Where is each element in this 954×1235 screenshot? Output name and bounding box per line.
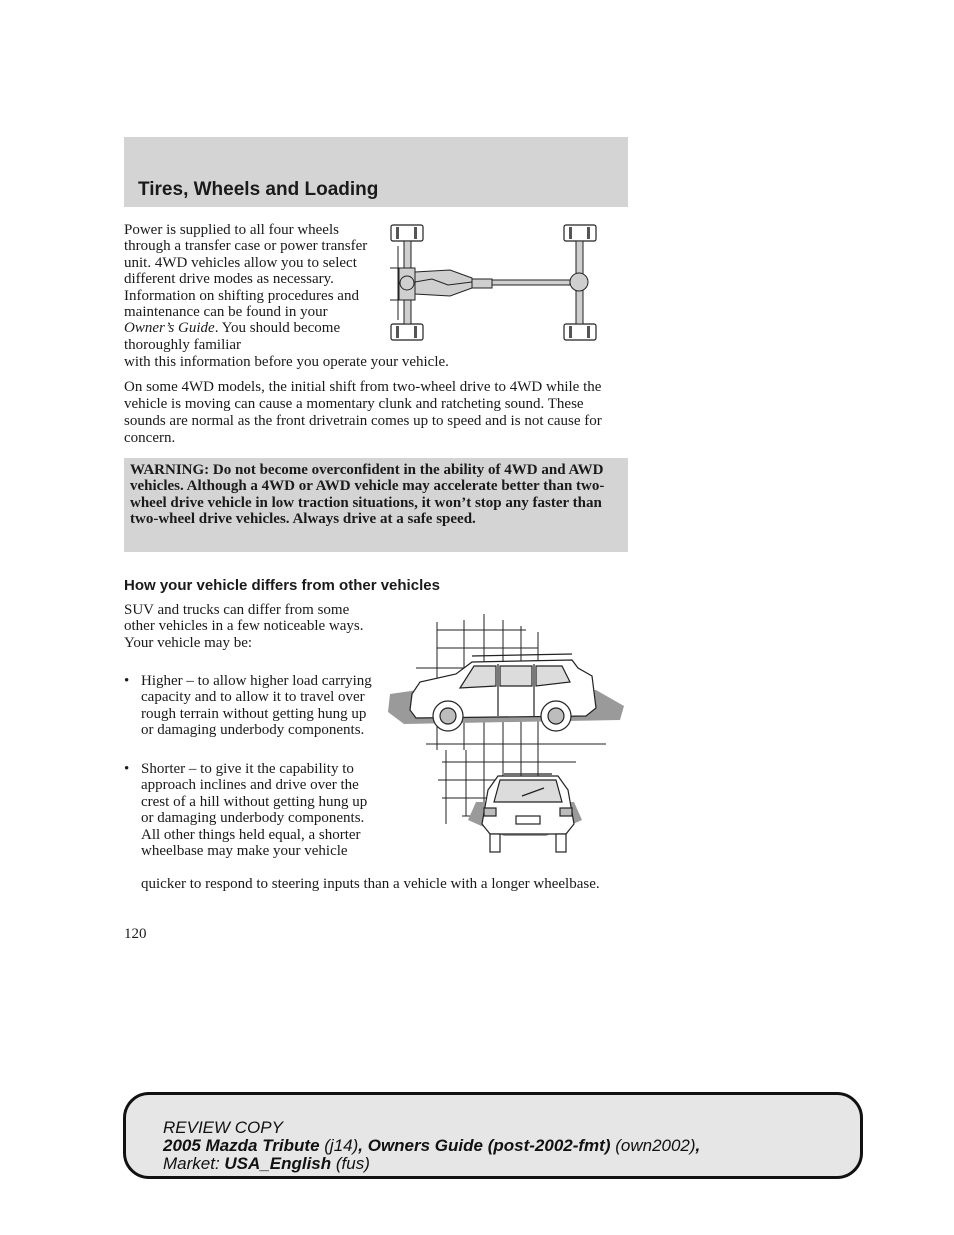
footer-text: [163, 1119, 700, 1173]
suv-rear-view: [482, 774, 574, 852]
drivetrain-illustration: [388, 222, 628, 344]
warning-box: [124, 458, 628, 552]
review-copy-label: REVIEW COPY: [163, 1118, 283, 1137]
footer-guide-code: (own2002): [615, 1136, 696, 1155]
footer-publication-line: [163, 1137, 700, 1155]
suv-grid-illustration: [386, 612, 628, 858]
rear-right-wheel: [564, 324, 596, 340]
section-title: Tires, Wheels and Loading: [138, 179, 379, 200]
intro-paragraph: [124, 222, 374, 353]
section-header-band: [124, 137, 628, 207]
driveshaft: [492, 280, 570, 285]
footer-model-code: (j14): [324, 1136, 359, 1155]
front-right-wheel: [391, 324, 423, 340]
intro-text-after: . You should become thoroughly familiar: [124, 320, 341, 353]
page-number: 120: [124, 926, 147, 942]
footer-market: USA_English: [224, 1154, 332, 1173]
warning-text: WARNING: Do not become overconfident in the ability of 4WD and AWD vehicles. Although a 4WD or AWD vehicle may accelerate better than two-wheel drive vehicle in low traction situations, it won’t stop any faster than two-wheel drive vehicles. Always drive at a safe speed.: [130, 462, 605, 528]
footer-guide: , Owners Guide (post-2002-fmt): [358, 1136, 611, 1155]
front-differential: [400, 276, 414, 290]
transfer-case: [472, 279, 492, 288]
footer-market-label: Market:: [163, 1154, 225, 1173]
bullet-shorter: [124, 761, 381, 860]
bullet-text: Higher – to allow higher load carrying capacity and to allow it to travel over rough terrain without getting hung up or damaging underbody components.: [141, 673, 372, 739]
owners-guide-title: Owner’s Guide: [124, 320, 215, 337]
bullet-symbol: •: [124, 673, 130, 689]
rear-left-wheel: [564, 225, 596, 241]
intro-text-before: Power is supplied to all four wheels through a transfer case or power transfer unit. 4WD vehicles allow you to select different drive modes as necessary. Information on shifting procedures and maintenance can be found in your: [124, 222, 368, 321]
vehicle-differences-intro: SUV and trucks can differ from some other vehicles in a few noticeable ways. Your vehicle may be:: [124, 602, 364, 651]
footer-comma: ,: [695, 1136, 701, 1155]
rear-differential: [570, 273, 588, 291]
front-left-wheel: [391, 225, 423, 241]
review-copy-footer: [123, 1092, 863, 1179]
footer-model: 2005 Mazda Tribute: [163, 1136, 320, 1155]
shift-noise-paragraph: On some 4WD models, the initial shift from two-wheel drive to 4WD while the vehicle is moving can cause a momentary clunk and ratcheting sound. These sounds are normal as the front drivetrain comes up to speed and is not cause for concern.: [124, 379, 602, 446]
bullet-text: Shorter – to give it the capability to approach inclines and drive over the crest of a hill without getting hung up or damaging underbody components. All other things held equal, a shorter wheelbase may make your vehicle: [141, 761, 368, 860]
intro-paragraph-continuation: with this information before you operate your vehicle.: [124, 354, 449, 370]
footer-market-code: (fus): [335, 1154, 370, 1173]
bullet-higher: [124, 673, 381, 739]
footer-market-line: [163, 1155, 700, 1173]
bullet-symbol: •: [124, 761, 130, 777]
bullet-shorter-continuation: quicker to respond to steering inputs than a vehicle with a longer wheelbase.: [141, 876, 600, 892]
subsection-heading: How your vehicle differs from other vehicles: [124, 577, 440, 594]
